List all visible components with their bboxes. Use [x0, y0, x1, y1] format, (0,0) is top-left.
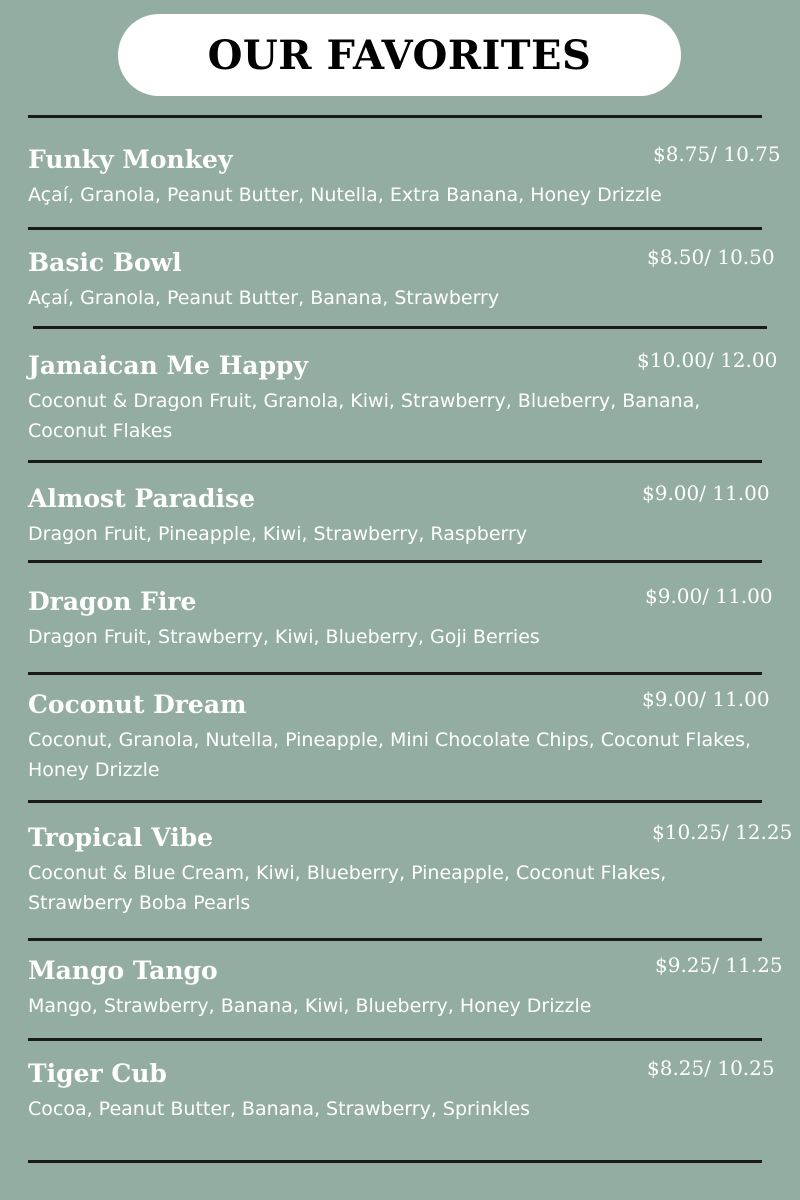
divider: [28, 227, 762, 230]
divider: [28, 1160, 762, 1163]
item-name: Funky Monkey: [28, 145, 233, 174]
item-description: Coconut, Granola, Nutella, Pineapple, Mini Chocolate Chips, Coconut Flakes, Honey Drizzle: [28, 729, 752, 781]
item-name: Tiger Cub: [28, 1059, 167, 1088]
item-name: Dragon Fire: [28, 587, 197, 616]
header-pill: [118, 14, 681, 96]
divider: [28, 938, 762, 941]
divider: [28, 1038, 762, 1041]
item-description: Cocoa, Peanut Butter, Banana, Strawberry, Sprinkles: [28, 1098, 531, 1120]
item-price: $8.75/ 10.75: [653, 142, 781, 166]
item-name: Basic Bowl: [28, 248, 182, 277]
divider: [28, 460, 762, 463]
item-price: $10.25/ 12.25: [652, 820, 793, 844]
item-price: $9.25/ 11.25: [655, 953, 783, 977]
item-price: $9.00/ 11.00: [642, 481, 770, 505]
item-name: Almost Paradise: [28, 484, 256, 513]
divider: [33, 326, 767, 329]
menu-title: OUR FAVORITES: [207, 31, 592, 79]
item-description: Dragon Fruit, Pineapple, Kiwi, Strawberry, Raspberry: [28, 523, 528, 545]
item-description: Coconut & Dragon Fruit, Granola, Kiwi, Strawberry, Blueberry, Banana, Coconut Flakes: [28, 390, 701, 442]
item-description: Dragon Fruit, Strawberry, Kiwi, Blueberry, Goji Berries: [28, 626, 540, 648]
item-name: Mango Tango: [28, 956, 218, 985]
item-description: Mango, Strawberry, Banana, Kiwi, Blueberry, Honey Drizzle: [28, 995, 592, 1017]
item-price: $9.00/ 11.00: [642, 687, 770, 711]
item-description: Açaí, Granola, Peanut Butter, Nutella, Extra Banana, Honey Drizzle: [28, 184, 662, 206]
divider: [28, 115, 762, 118]
item-price: $8.50/ 10.50: [647, 245, 775, 269]
item-name: Tropical Vibe: [28, 823, 214, 852]
item-price: $8.25/ 10.25: [647, 1056, 775, 1080]
item-description: Açaí, Granola, Peanut Butter, Banana, Strawberry: [28, 287, 500, 309]
divider: [28, 800, 762, 803]
divider: [28, 672, 762, 675]
item-description: Coconut & Blue Cream, Kiwi, Blueberry, Pineapple, Coconut Flakes, Strawberry Boba Pearls: [28, 862, 667, 914]
item-name: Coconut Dream: [28, 690, 247, 719]
item-name: Jamaican Me Happy: [28, 351, 309, 380]
item-price: $9.00/ 11.00: [645, 584, 773, 608]
item-price: $10.00/ 12.00: [637, 348, 778, 372]
divider: [28, 560, 762, 563]
